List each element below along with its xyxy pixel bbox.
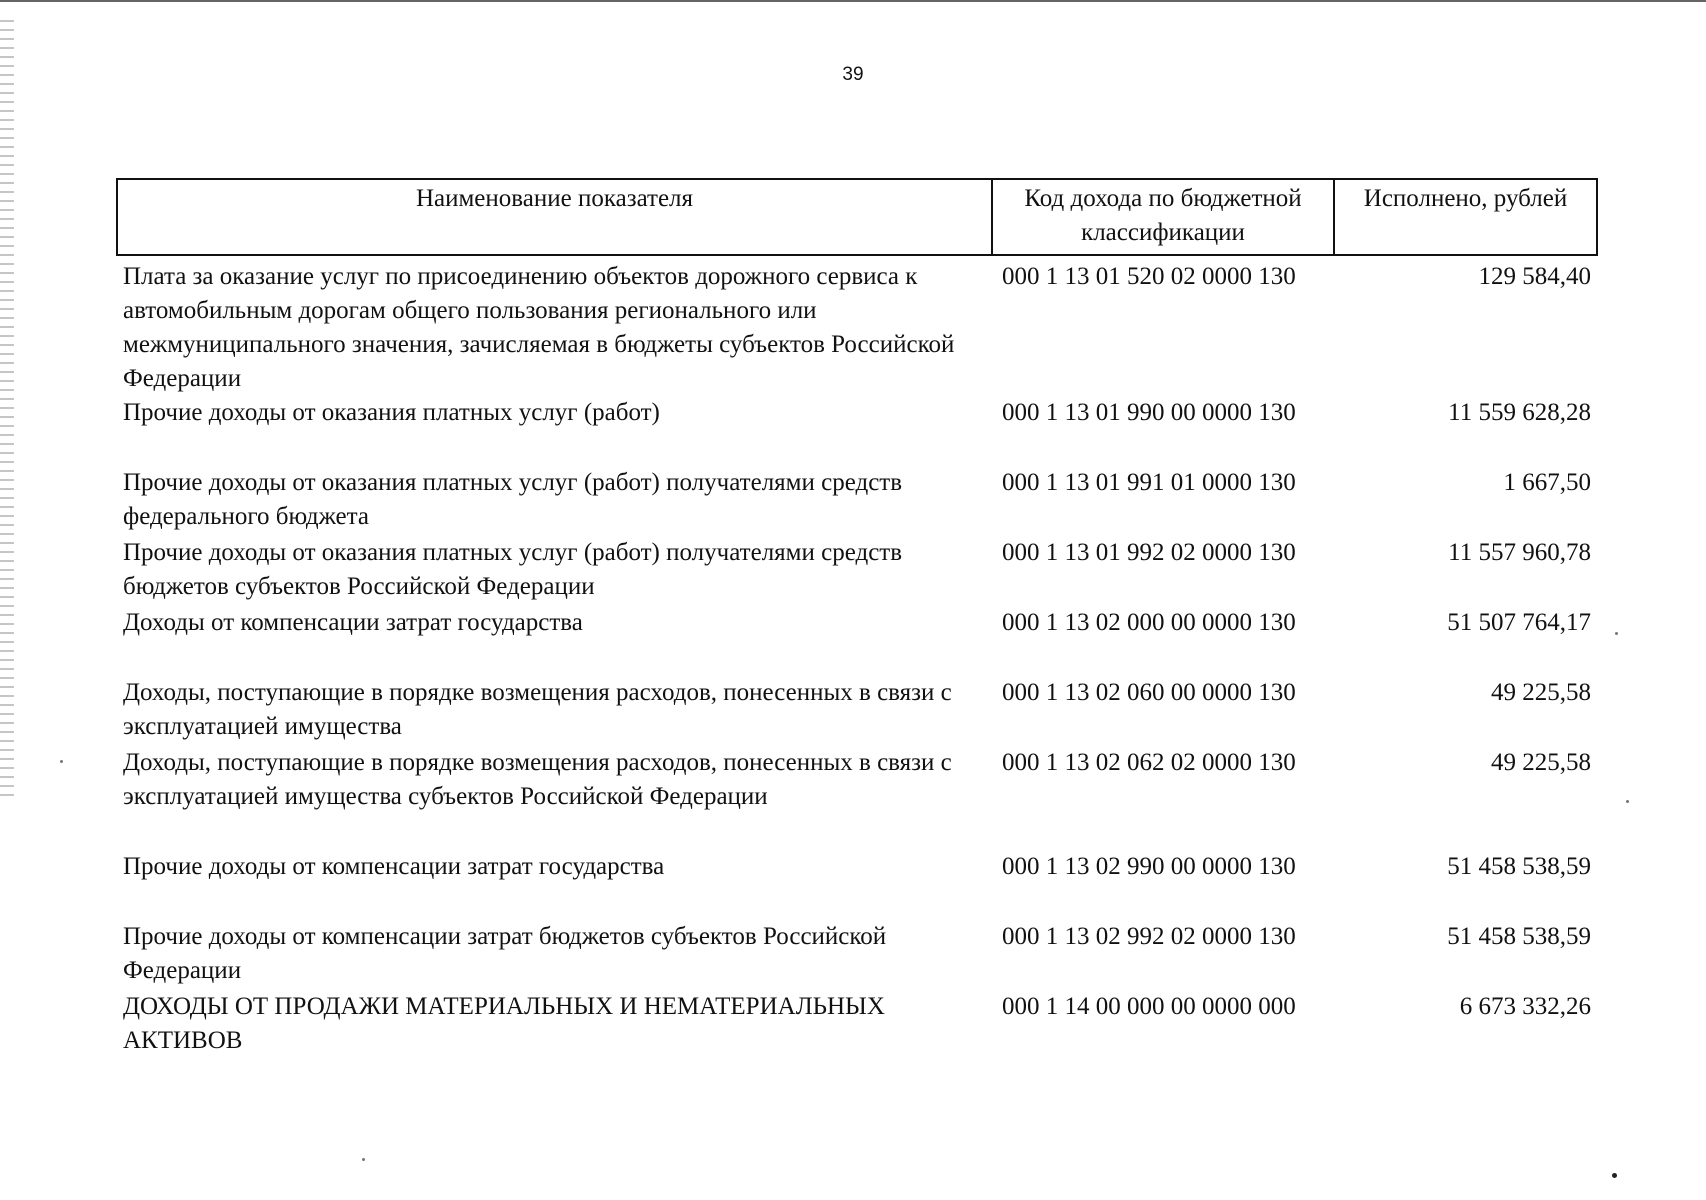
row-executed-amount: 11 557 960,78 (1448, 539, 1591, 566)
table-row (117, 606, 1597, 676)
row-executed-amount: 51 458 538,59 (1447, 923, 1591, 950)
table-row (117, 850, 1597, 920)
row-indicator-name: Доходы, поступающие в порядке возмещения расходов, понесенных в связи с эксплуатацией имущества (123, 679, 952, 740)
scan-speck (1612, 1173, 1617, 1178)
row-revenue-code: 000 1 13 02 990 00 0000 130 (1002, 853, 1296, 880)
table-row (117, 396, 1597, 466)
header-indicator-name: Наименование показателя (117, 179, 992, 255)
row-revenue-code: 000 1 13 01 992 02 0000 130 (1002, 539, 1296, 566)
table-row (117, 536, 1597, 606)
row-revenue-code: 000 1 14 00 000 00 0000 000 (1002, 993, 1296, 1020)
header-revenue-code: Код дохода по бюджетной классификации (992, 179, 1334, 255)
row-indicator-name: Доходы от компенсации затрат государства (123, 609, 583, 636)
scan-speck (60, 760, 63, 763)
row-revenue-code: 000 1 13 02 000 00 0000 130 (1002, 609, 1296, 636)
row-executed-amount: 11 559 628,28 (1448, 399, 1591, 426)
row-indicator-name: Плата за оказание услуг по присоединению объектов дорожного сервиса к автомобильным дорогам общего пользования регионального или межмуниципального значения, зачисляемая в бюджеты субъектов Российской Федерации (123, 263, 955, 392)
row-revenue-code: 000 1 13 01 991 01 0000 130 (1002, 469, 1296, 496)
page-number: 39 (842, 64, 864, 85)
scan-speck (1626, 800, 1629, 803)
row-revenue-code: 000 1 13 02 992 02 0000 130 (1002, 923, 1296, 950)
row-revenue-code: 000 1 13 01 990 00 0000 130 (1002, 399, 1296, 426)
scan-speck (1615, 632, 1618, 635)
scan-speck (362, 1158, 365, 1161)
table-row (117, 920, 1597, 990)
row-indicator-name: Доходы, поступающие в порядке возмещения расходов, понесенных в связи с эксплуатацией имущества субъектов Российской Федерации (123, 749, 952, 810)
row-executed-amount: 49 225,58 (1491, 749, 1591, 776)
table-header-row (117, 179, 1597, 255)
table-row (117, 990, 1597, 1060)
table-row (117, 255, 1597, 396)
row-executed-amount: 51 458 538,59 (1447, 853, 1591, 880)
scan-top-edge (0, 0, 1706, 2)
table-row (117, 676, 1597, 746)
row-indicator-name: ДОХОДЫ ОТ ПРОДАЖИ МАТЕРИАЛЬНЫХ И НЕМАТЕРИАЛЬНЫХ АКТИВОВ (123, 993, 885, 1054)
row-indicator-name: Прочие доходы от компенсации затрат бюджетов субъектов Российской Федерации (123, 923, 887, 984)
row-revenue-code: 000 1 13 02 062 02 0000 130 (1002, 749, 1296, 776)
row-indicator-name: Прочие доходы от оказания платных услуг (работ) получателями средств бюджетов субъектов Российской Федерации (123, 539, 903, 600)
row-executed-amount: 6 673 332,26 (1459, 993, 1591, 1020)
revenue-table (116, 178, 1598, 1060)
row-executed-amount: 49 225,58 (1491, 679, 1591, 706)
table-row (117, 466, 1597, 536)
row-indicator-name: Прочие доходы от компенсации затрат государства (123, 853, 665, 880)
row-executed-amount: 51 507 764,17 (1447, 609, 1591, 636)
row-indicator-name: Прочие доходы от оказания платных услуг (работ) получателями средств федерального бюджета (123, 469, 903, 530)
row-indicator-name: Прочие доходы от оказания платных услуг (работ) (123, 399, 660, 426)
table-row (117, 746, 1597, 850)
scan-left-edge-noise (0, 20, 14, 800)
row-executed-amount: 129 584,40 (1478, 263, 1591, 290)
row-revenue-code: 000 1 13 01 520 02 0000 130 (1002, 263, 1296, 290)
row-executed-amount: 1 667,50 (1503, 469, 1591, 496)
row-revenue-code: 000 1 13 02 060 00 0000 130 (1002, 679, 1296, 706)
header-executed-amount: Исполнено, рублей (1334, 179, 1597, 255)
